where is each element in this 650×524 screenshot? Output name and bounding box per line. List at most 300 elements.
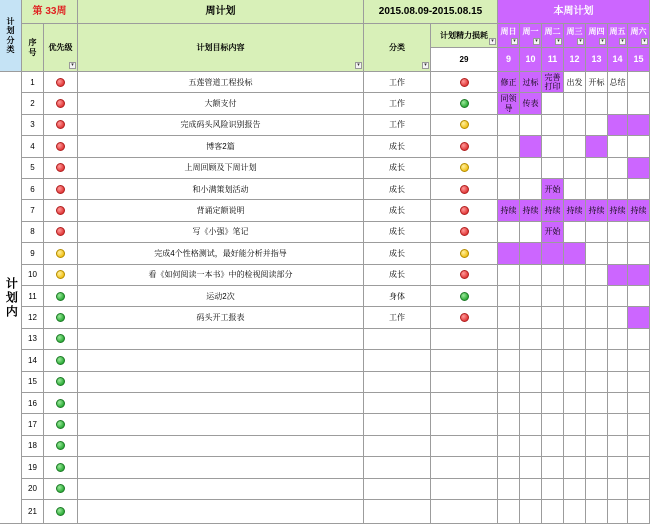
day-cell[interactable] <box>628 436 650 457</box>
day-filter-dropdown-icon[interactable]: ▾ <box>533 38 540 45</box>
row-seq[interactable]: 6 <box>22 179 44 200</box>
day-cell[interactable] <box>498 158 520 179</box>
day-cell[interactable] <box>586 286 608 307</box>
effort-total[interactable]: 29 <box>431 48 498 72</box>
day-cell[interactable] <box>498 265 520 286</box>
day-cell[interactable] <box>608 329 628 350</box>
day-date-header[interactable]: 9 <box>498 48 520 72</box>
row-effort[interactable] <box>431 500 498 524</box>
day-cell[interactable] <box>498 393 520 414</box>
row-type[interactable] <box>364 372 431 393</box>
day-cell[interactable] <box>608 436 628 457</box>
day-cell[interactable] <box>520 115 542 136</box>
day-cell[interactable] <box>608 115 628 136</box>
row-type[interactable] <box>364 479 431 500</box>
day-cell[interactable] <box>542 393 564 414</box>
day-cell[interactable] <box>564 222 586 243</box>
row-type[interactable] <box>364 457 431 478</box>
day-cell[interactable] <box>498 243 520 264</box>
day-cell[interactable] <box>564 243 586 264</box>
row-seq[interactable]: 4 <box>22 136 44 157</box>
day-cell[interactable] <box>520 243 542 264</box>
row-effort[interactable] <box>431 115 498 136</box>
row-priority[interactable] <box>44 457 78 478</box>
row-seq[interactable]: 2 <box>22 93 44 114</box>
day-cell[interactable] <box>498 307 520 328</box>
day-filter-dropdown-icon[interactable]: ▾ <box>511 38 518 45</box>
day-cell[interactable] <box>628 393 650 414</box>
day-cell[interactable] <box>542 500 564 524</box>
day-cell[interactable] <box>628 222 650 243</box>
row-priority[interactable] <box>44 500 78 524</box>
effort-red-dot-icon <box>460 227 469 236</box>
effort-header[interactable] <box>431 24 498 48</box>
row-seq[interactable]: 13 <box>22 329 44 350</box>
day-name-header[interactable] <box>628 24 650 48</box>
day-filter-dropdown-icon[interactable]: ▾ <box>619 38 626 45</box>
day-cell[interactable] <box>586 479 608 500</box>
day-cell[interactable] <box>628 115 650 136</box>
day-filter-dropdown-icon[interactable]: ▾ <box>555 38 562 45</box>
day-cell[interactable] <box>542 329 564 350</box>
row-effort[interactable] <box>431 286 498 307</box>
day-name-header[interactable] <box>520 24 542 48</box>
day-cell[interactable] <box>564 93 586 114</box>
day-cell[interactable] <box>586 158 608 179</box>
day-cell[interactable] <box>628 350 650 371</box>
day-cell[interactable] <box>542 158 564 179</box>
row-content[interactable]: 五莲管道工程投标 <box>78 72 364 93</box>
day-cell[interactable] <box>564 136 586 157</box>
side-category[interactable] <box>0 72 22 524</box>
effort-filter-dropdown-icon[interactable]: ▾ <box>489 38 496 45</box>
day-cell[interactable]: 持续 <box>520 200 542 221</box>
row-priority[interactable] <box>44 265 78 286</box>
priority-red-dot-icon <box>56 163 65 172</box>
row-type[interactable]: 工作 <box>364 115 431 136</box>
day-cell[interactable] <box>628 329 650 350</box>
day-cell[interactable] <box>564 265 586 286</box>
row-type[interactable]: 成长 <box>364 222 431 243</box>
day-cell[interactable] <box>628 479 650 500</box>
day-name-header[interactable] <box>608 24 628 48</box>
day-cell[interactable] <box>586 93 608 114</box>
priority-green-dot-icon <box>56 313 65 322</box>
this-week-plan-header[interactable]: 本周计划 <box>498 0 650 24</box>
row-type[interactable]: 成长 <box>364 200 431 221</box>
day-cell[interactable] <box>564 115 586 136</box>
day-cell[interactable] <box>520 158 542 179</box>
row-content[interactable]: 和小满策划活动 <box>78 179 364 200</box>
sheet-title[interactable]: 周计划 <box>78 0 364 24</box>
row-effort[interactable] <box>431 243 498 264</box>
row-effort[interactable] <box>431 179 498 200</box>
day-name-header[interactable] <box>586 24 608 48</box>
day-cell[interactable] <box>564 350 586 371</box>
day-cell[interactable]: 持续 <box>498 200 520 221</box>
row-content[interactable] <box>78 329 364 350</box>
row-content[interactable] <box>78 393 364 414</box>
day-cell[interactable] <box>628 93 650 114</box>
row-type[interactable] <box>364 393 431 414</box>
row-content[interactable] <box>78 457 364 478</box>
row-priority[interactable] <box>44 136 78 157</box>
day-cell[interactable] <box>520 436 542 457</box>
day-cell[interactable] <box>520 479 542 500</box>
content-filter-dropdown-icon[interactable]: ▾ <box>355 62 362 69</box>
row-priority[interactable] <box>44 350 78 371</box>
type-header[interactable] <box>364 24 431 72</box>
day-cell[interactable] <box>628 372 650 393</box>
day-cell[interactable] <box>564 286 586 307</box>
day-date-header[interactable]: 10 <box>520 48 542 72</box>
day-cell[interactable] <box>564 158 586 179</box>
row-seq[interactable]: 17 <box>22 414 44 435</box>
day-cell[interactable] <box>586 414 608 435</box>
day-filter-dropdown-icon[interactable]: ▾ <box>641 38 648 45</box>
row-type[interactable] <box>364 436 431 457</box>
day-cell[interactable] <box>586 393 608 414</box>
day-cell[interactable] <box>586 243 608 264</box>
row-seq[interactable]: 16 <box>22 393 44 414</box>
row-seq[interactable]: 8 <box>22 222 44 243</box>
day-cell[interactable] <box>542 436 564 457</box>
priority-green-dot-icon <box>56 507 65 516</box>
day-cell[interactable] <box>608 179 628 200</box>
day-cell[interactable] <box>628 500 650 524</box>
row-type[interactable]: 成长 <box>364 179 431 200</box>
day-cell[interactable] <box>608 457 628 478</box>
day-cell[interactable] <box>520 286 542 307</box>
day-cell[interactable] <box>586 350 608 371</box>
priority-header[interactable] <box>44 24 78 72</box>
day-cell[interactable] <box>608 158 628 179</box>
day-date-header[interactable]: 12 <box>564 48 586 72</box>
row-seq[interactable]: 14 <box>22 350 44 371</box>
row-effort[interactable] <box>431 136 498 157</box>
priority-green-dot-icon <box>56 377 65 386</box>
day-name-label: 周二 <box>544 26 561 36</box>
day-date-header[interactable]: 13 <box>586 48 608 72</box>
row-content[interactable] <box>78 414 364 435</box>
day-cell[interactable] <box>608 350 628 371</box>
effort-red-dot-icon <box>460 313 469 322</box>
row-seq[interactable]: 9 <box>22 243 44 264</box>
day-cell[interactable]: 持续 <box>628 200 650 221</box>
day-cell[interactable] <box>542 286 564 307</box>
day-cell[interactable] <box>564 393 586 414</box>
row-priority[interactable] <box>44 286 78 307</box>
row-effort[interactable] <box>431 158 498 179</box>
row-seq[interactable]: 3 <box>22 115 44 136</box>
row-seq[interactable]: 21 <box>22 500 44 524</box>
row-priority[interactable] <box>44 222 78 243</box>
row-content[interactable]: 背诵定额说明 <box>78 200 364 221</box>
row-content[interactable] <box>78 350 364 371</box>
row-priority[interactable] <box>44 436 78 457</box>
type-filter-dropdown-icon[interactable]: ▾ <box>422 62 429 69</box>
day-cell[interactable] <box>542 115 564 136</box>
row-priority[interactable] <box>44 93 78 114</box>
day-cell[interactable] <box>586 265 608 286</box>
day-cell[interactable] <box>564 179 586 200</box>
row-effort[interactable] <box>431 93 498 114</box>
day-cell[interactable] <box>608 286 628 307</box>
day-cell[interactable] <box>542 350 564 371</box>
day-cell[interactable] <box>498 457 520 478</box>
day-cell[interactable] <box>564 479 586 500</box>
day-cell[interactable]: 开标 <box>586 72 608 93</box>
day-cell[interactable] <box>542 457 564 478</box>
day-cell[interactable] <box>628 72 650 93</box>
day-cell[interactable] <box>608 479 628 500</box>
day-cell[interactable]: 同领导 <box>498 93 520 114</box>
day-cell[interactable] <box>498 179 520 200</box>
date-range[interactable]: 2015.08.09-2015.08.15 <box>364 0 498 24</box>
day-filter-dropdown-icon[interactable]: ▾ <box>577 38 584 45</box>
row-seq[interactable]: 1 <box>22 72 44 93</box>
day-cell[interactable]: 修正 <box>498 72 520 93</box>
priority-green-dot-icon <box>56 292 65 301</box>
day-name-label: 周四 <box>588 26 605 36</box>
day-cell[interactable]: 持续 <box>542 200 564 221</box>
row-content[interactable]: 码头开工报表 <box>78 307 364 328</box>
row-priority[interactable] <box>44 393 78 414</box>
row-seq[interactable]: 12 <box>22 307 44 328</box>
row-content[interactable]: 博客2篇 <box>78 136 364 157</box>
row-type[interactable]: 成长 <box>364 136 431 157</box>
day-cell[interactable] <box>586 436 608 457</box>
day-cell[interactable] <box>542 93 564 114</box>
day-cell[interactable]: 持续 <box>586 200 608 221</box>
row-content[interactable]: 完成码头风险识别报告 <box>78 115 364 136</box>
day-cell[interactable] <box>586 329 608 350</box>
day-cell[interactable] <box>520 307 542 328</box>
day-cell[interactable] <box>520 136 542 157</box>
day-cell[interactable]: 开始 <box>542 222 564 243</box>
day-cell[interactable] <box>498 414 520 435</box>
row-content[interactable] <box>78 500 364 524</box>
day-cell[interactable] <box>498 350 520 371</box>
day-date-header[interactable]: 15 <box>628 48 650 72</box>
day-name-header[interactable] <box>542 24 564 48</box>
day-cell[interactable] <box>542 265 564 286</box>
row-priority[interactable] <box>44 372 78 393</box>
day-cell[interactable] <box>608 307 628 328</box>
row-priority[interactable] <box>44 329 78 350</box>
day-cell[interactable]: 出发 <box>564 72 586 93</box>
day-cell[interactable] <box>520 414 542 435</box>
row-type[interactable]: 工作 <box>364 307 431 328</box>
day-cell[interactable] <box>520 329 542 350</box>
day-cell[interactable] <box>564 307 586 328</box>
row-effort[interactable] <box>431 436 498 457</box>
day-cell[interactable] <box>542 372 564 393</box>
day-cell[interactable] <box>586 115 608 136</box>
day-cell[interactable]: 持续 <box>564 200 586 221</box>
day-cell[interactable] <box>628 179 650 200</box>
day-cell[interactable] <box>498 136 520 157</box>
row-seq[interactable]: 5 <box>22 158 44 179</box>
row-type[interactable] <box>364 329 431 350</box>
day-cell[interactable] <box>608 243 628 264</box>
day-cell[interactable] <box>498 436 520 457</box>
row-effort[interactable] <box>431 350 498 371</box>
row-content[interactable] <box>78 479 364 500</box>
day-cell[interactable] <box>586 457 608 478</box>
day-cell[interactable] <box>498 479 520 500</box>
row-effort[interactable] <box>431 72 498 93</box>
day-cell[interactable] <box>586 222 608 243</box>
row-seq[interactable]: 20 <box>22 479 44 500</box>
day-date-header[interactable]: 14 <box>608 48 628 72</box>
day-cell[interactable] <box>498 329 520 350</box>
day-cell[interactable] <box>520 222 542 243</box>
row-seq[interactable]: 19 <box>22 457 44 478</box>
day-cell[interactable]: 总结 <box>608 72 628 93</box>
row-content[interactable]: 完成4个性格测试，最好能分析并指导 <box>78 243 364 264</box>
row-type[interactable] <box>364 500 431 524</box>
day-cell[interactable] <box>498 222 520 243</box>
day-cell[interactable] <box>520 500 542 524</box>
day-cell[interactable] <box>628 243 650 264</box>
day-name-header[interactable] <box>498 24 520 48</box>
row-priority[interactable] <box>44 200 78 221</box>
day-cell[interactable] <box>586 136 608 157</box>
day-cell[interactable]: 传表 <box>520 93 542 114</box>
row-effort[interactable] <box>431 222 498 243</box>
day-cell[interactable] <box>586 372 608 393</box>
day-cell[interactable] <box>628 265 650 286</box>
day-cell[interactable] <box>564 372 586 393</box>
row-priority[interactable] <box>44 307 78 328</box>
row-seq[interactable]: 18 <box>22 436 44 457</box>
day-cell[interactable] <box>628 457 650 478</box>
day-cell[interactable] <box>608 265 628 286</box>
day-cell[interactable] <box>520 179 542 200</box>
row-content[interactable]: 写《小强》笔记 <box>78 222 364 243</box>
day-cell[interactable] <box>586 500 608 524</box>
row-content[interactable]: 上周回顾及下周计划 <box>78 158 364 179</box>
row-type[interactable]: 工作 <box>364 72 431 93</box>
day-cell[interactable] <box>520 350 542 371</box>
week-number[interactable]: 第 33周 <box>22 0 78 24</box>
day-cell[interactable] <box>586 179 608 200</box>
day-cell[interactable] <box>520 265 542 286</box>
day-name-header[interactable] <box>564 24 586 48</box>
day-cell[interactable] <box>498 372 520 393</box>
day-cell[interactable] <box>586 307 608 328</box>
day-cell[interactable] <box>564 414 586 435</box>
row-effort[interactable] <box>431 457 498 478</box>
content-header[interactable] <box>78 24 364 72</box>
day-cell[interactable] <box>564 329 586 350</box>
day-cell[interactable]: 过标 <box>520 72 542 93</box>
day-cell[interactable] <box>542 136 564 157</box>
day-cell[interactable] <box>628 158 650 179</box>
day-cell[interactable] <box>608 136 628 157</box>
row-priority[interactable] <box>44 158 78 179</box>
day-cell[interactable]: 开始 <box>542 179 564 200</box>
row-effort[interactable] <box>431 265 498 286</box>
day-date-header[interactable]: 11 <box>542 48 564 72</box>
row-type[interactable]: 成长 <box>364 243 431 264</box>
day-cell[interactable] <box>564 457 586 478</box>
day-cell[interactable] <box>608 93 628 114</box>
row-effort[interactable] <box>431 393 498 414</box>
day-cell[interactable] <box>542 307 564 328</box>
row-priority[interactable] <box>44 179 78 200</box>
day-cell[interactable] <box>520 457 542 478</box>
priority-filter-dropdown-icon[interactable]: ▾ <box>69 62 76 69</box>
seq-header[interactable] <box>22 24 44 72</box>
day-cell[interactable] <box>628 307 650 328</box>
row-type[interactable]: 身体 <box>364 286 431 307</box>
row-priority[interactable] <box>44 72 78 93</box>
day-cell[interactable] <box>542 414 564 435</box>
day-cell[interactable] <box>608 500 628 524</box>
priority-red-dot-icon <box>56 185 65 194</box>
row-seq[interactable]: 7 <box>22 200 44 221</box>
row-content[interactable]: 运动2次 <box>78 286 364 307</box>
day-cell[interactable] <box>520 372 542 393</box>
priority-yellow-dot-icon <box>56 249 65 258</box>
row-priority[interactable] <box>44 243 78 264</box>
day-cell[interactable]: 持续 <box>608 200 628 221</box>
row-seq[interactable]: 11 <box>22 286 44 307</box>
day-cell[interactable] <box>628 286 650 307</box>
day-cell[interactable] <box>498 500 520 524</box>
row-content[interactable] <box>78 436 364 457</box>
day-cell[interactable] <box>498 286 520 307</box>
row-type[interactable]: 成长 <box>364 158 431 179</box>
row-type[interactable]: 成长 <box>364 265 431 286</box>
row-effort[interactable] <box>431 329 498 350</box>
row-seq[interactable]: 10 <box>22 265 44 286</box>
row-seq[interactable]: 15 <box>22 372 44 393</box>
row-content[interactable]: 大额支付 <box>78 93 364 114</box>
row-effort[interactable] <box>431 479 498 500</box>
day-cell[interactable] <box>520 393 542 414</box>
day-cell[interactable] <box>608 372 628 393</box>
row-priority[interactable] <box>44 115 78 136</box>
category-header[interactable] <box>0 0 22 72</box>
day-cell[interactable] <box>564 436 586 457</box>
day-cell[interactable]: 完善打印 <box>542 72 564 93</box>
row-type[interactable] <box>364 414 431 435</box>
day-cell[interactable] <box>628 414 650 435</box>
day-filter-dropdown-icon[interactable]: ▾ <box>599 38 606 45</box>
row-type[interactable] <box>364 350 431 371</box>
day-cell[interactable] <box>608 222 628 243</box>
row-priority[interactable] <box>44 414 78 435</box>
day-cell[interactable] <box>608 414 628 435</box>
row-effort[interactable] <box>431 307 498 328</box>
day-cell[interactable] <box>608 393 628 414</box>
row-content[interactable]: 看《如何阅读一本书》中的检视阅读部分 <box>78 265 364 286</box>
row-effort[interactable] <box>431 372 498 393</box>
day-cell[interactable] <box>498 115 520 136</box>
day-cell[interactable] <box>628 136 650 157</box>
day-cell[interactable] <box>564 500 586 524</box>
day-cell[interactable] <box>542 243 564 264</box>
row-effort[interactable] <box>431 200 498 221</box>
row-type[interactable]: 工作 <box>364 93 431 114</box>
row-effort[interactable] <box>431 414 498 435</box>
day-cell[interactable] <box>542 479 564 500</box>
row-content[interactable] <box>78 372 364 393</box>
row-priority[interactable] <box>44 479 78 500</box>
